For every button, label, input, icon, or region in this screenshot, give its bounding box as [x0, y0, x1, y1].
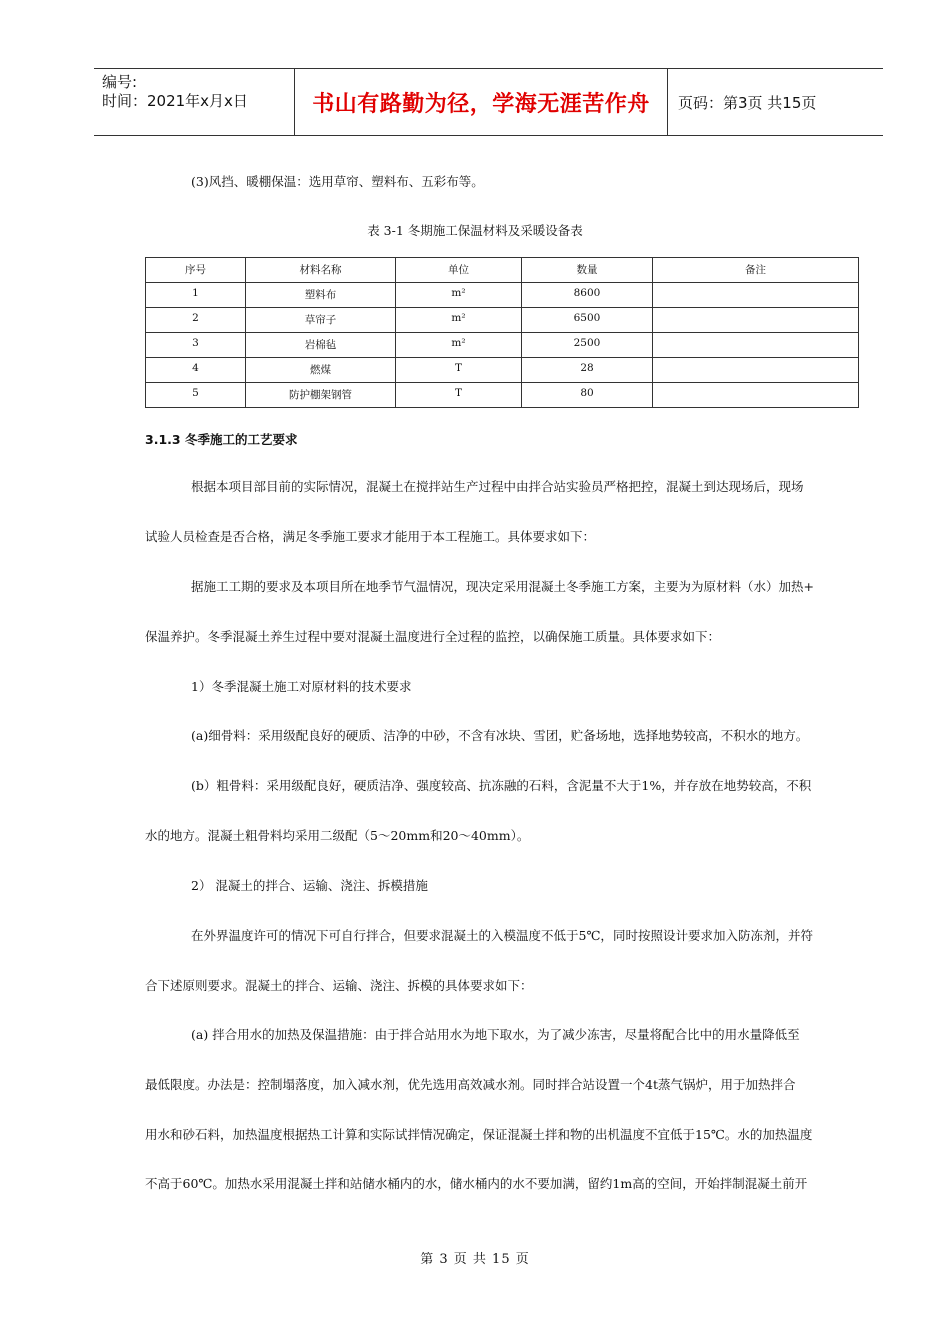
table-cell: 塑料布	[246, 283, 396, 308]
table-cell: 8600	[522, 283, 653, 308]
body-line: (b）粗骨料：采用级配良好，硬质洁净、强度较高、抗冻融的石料，含泥量不大于1%，并存放在地势较高，不积	[191, 778, 812, 793]
body-line: 保温养护。冬季混凝土养生过程中要对混凝土温度进行全过程的监控，以确保施工质量。具体要求如下：	[145, 629, 721, 644]
column-header: 数量	[522, 258, 653, 283]
body-line: (a) 拌合用水的加热及保温措施：由于拌合站用水为地下取水，为了减少冻害，尽量将配合比中的用水量降低至	[191, 1027, 800, 1042]
column-header: 备注	[653, 258, 859, 283]
table-cell: 草帘子	[246, 308, 396, 333]
body-line: 水的地方。混凝土粗骨料均采用二级配（5～20mm和20～40mm）。	[145, 828, 530, 843]
table-cell: 5	[146, 383, 246, 408]
table-cell: 1	[146, 283, 246, 308]
materials-table	[145, 257, 859, 408]
table-cell	[653, 308, 859, 333]
table-row	[146, 333, 859, 358]
table-cell: 28	[522, 358, 653, 383]
body-line: 合下述原则要求。混凝土的拌合、运输、浇注、拆模的具体要求如下：	[145, 978, 533, 993]
table-row	[146, 383, 859, 408]
table-cell: 80	[522, 383, 653, 408]
section-title: 3.1.3 冬季施工的工艺要求	[145, 432, 298, 447]
header-meta	[94, 69, 295, 135]
body-line: 根据本项目部目前的实际情况，混凝土在搅拌站生产过程中由拌合站实验员严格把控，混凝土到达现场后，现场	[191, 479, 804, 494]
column-header: 序号	[146, 258, 246, 283]
body-line: 最低限度。办法是：控制塌落度，加入减水剂，优先选用高效减水剂。同时拌合站设置一个4t蒸气锅炉，用于加热拌合	[145, 1077, 796, 1092]
table-cell: m²	[396, 333, 522, 358]
table-cell: 2500	[522, 333, 653, 358]
table-cell: 2	[146, 308, 246, 333]
page-header	[94, 68, 883, 136]
table-cell: m²	[396, 308, 522, 333]
page-footer: 第 3 页 共 15 页	[420, 1252, 530, 1267]
table-cell: 4	[146, 358, 246, 383]
table-cell: 3	[146, 333, 246, 358]
body-line: 不高于60℃。加热水采用混凝土拌和站储水桶内的水，储水桶内的水不要加满，留约1m高的空间，开始拌制混凝土前开	[145, 1176, 808, 1191]
body-line: 用水和砂石料，加热温度根据热工计算和实际试拌情况确定，保证混凝土拌和物的出机温度不宜低于15℃。水的加热温度	[145, 1127, 813, 1142]
table-cell: T	[396, 383, 522, 408]
column-header: 单位	[396, 258, 522, 283]
body-line: 在外界温度许可的情况下可自行拌合，但要求混凝土的入模温度不低于5℃，同时按照设计要求加入防冻剂，并符	[191, 928, 813, 943]
body-line: 据施工工期的要求及本项目所在地季节气温情况，现决定采用混凝土冬季施工方案，主要为为原材料（水）加热+	[191, 579, 814, 594]
table-row	[146, 358, 859, 383]
table-cell: 防护棚架钢管	[246, 383, 396, 408]
table-cell: 6500	[522, 308, 653, 333]
table-header-row	[146, 258, 859, 283]
number-label: 编号:	[102, 73, 138, 91]
table-cell	[653, 358, 859, 383]
date-line: 时间：2021年x月x日	[102, 92, 248, 110]
table-cell: 岩棉毡	[246, 333, 396, 358]
column-header: 材料名称	[246, 258, 396, 283]
table-row	[146, 308, 859, 333]
table-cell	[653, 283, 859, 308]
table-cell	[653, 333, 859, 358]
table-cell: T	[396, 358, 522, 383]
body-line: 1）冬季混凝土施工对原材料的技术要求	[191, 679, 412, 694]
table-cell: 燃煤	[246, 358, 396, 383]
table-row	[146, 283, 859, 308]
body-line: (a)细骨料：采用级配良好的硬质、洁净的中砂，不含有冰块、雪团，贮备场地，选择地势较高，不积水的地方。	[191, 728, 809, 743]
header-motto: 书山有路勤为径，学海无涯苦作舟	[295, 69, 668, 135]
table-cell	[653, 383, 859, 408]
header-page-info: 页码：第3页 共15页	[678, 93, 817, 112]
body-line: 试验人员检查是否合格，满足冬季施工要求才能用于本工程施工。具体要求如下：	[145, 529, 596, 544]
table-cell: m²	[396, 283, 522, 308]
body-line: 2） 混凝土的拌合、运输、浇注、拆模措施	[191, 878, 428, 893]
intro-item: (3)风挡、暖棚保温：选用草帘、塑料布、五彩布等。	[191, 174, 484, 189]
table-caption: 表 3-1 冬期施工保温材料及采暖设备表	[367, 223, 583, 238]
